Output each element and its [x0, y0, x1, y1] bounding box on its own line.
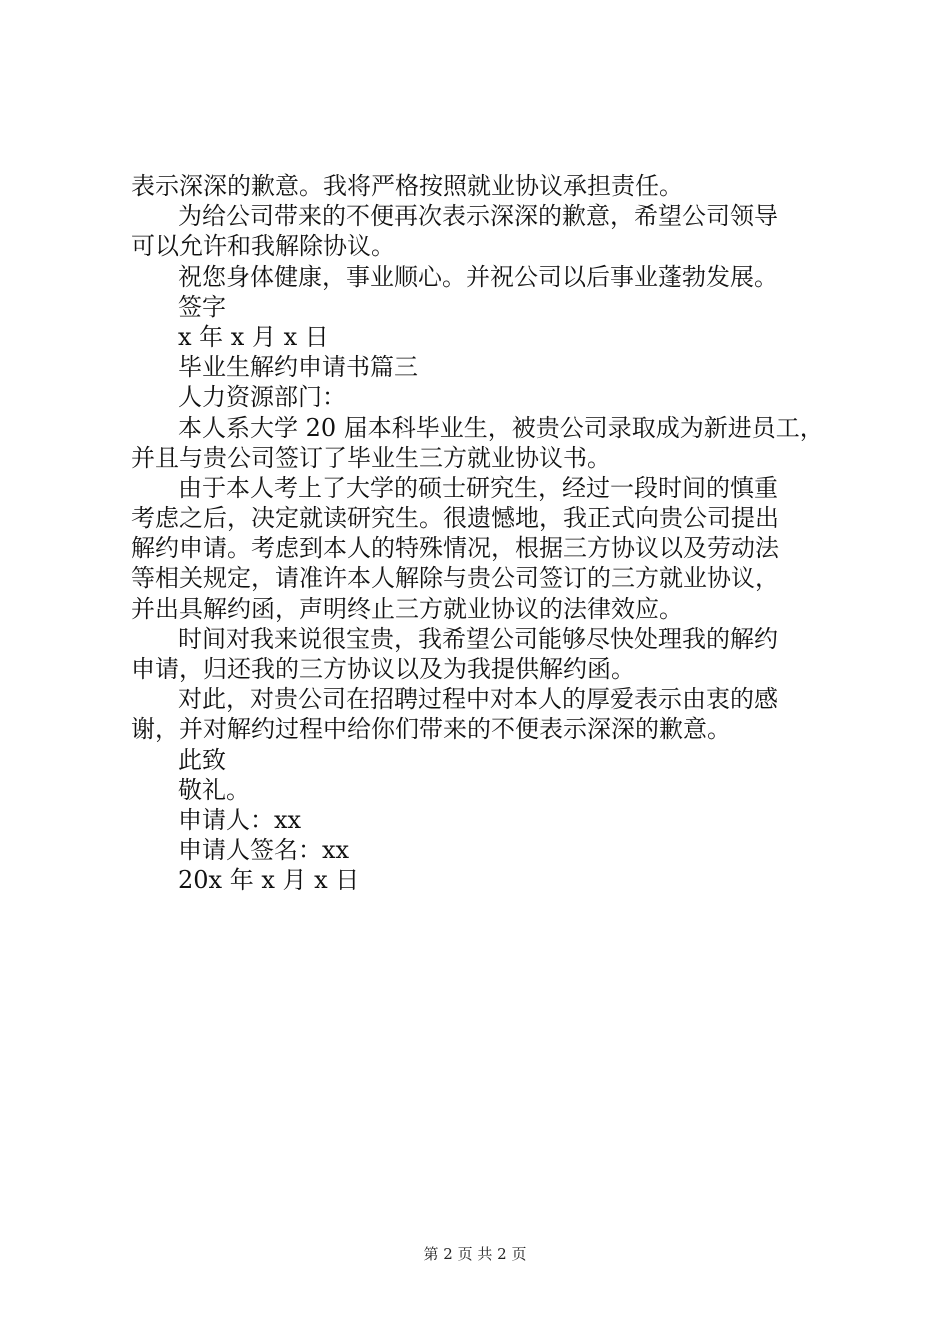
text-line: 等相关规定，请准许本人解除与贵公司签订的三方就业协议， — [131, 564, 779, 593]
text-line: 此致 — [178, 745, 226, 774]
page-footer: 第 2 页 共 2 页 — [423, 1245, 527, 1263]
text-line: 20x 年 x 月 x 日 — [178, 866, 360, 895]
text-line: 并出具解约函，声明终止三方就业协议的法律效应。 — [131, 594, 683, 623]
text-line: 由于本人考上了大学的硕士研究生，经过一段时间的慎重 — [178, 473, 778, 502]
text-line: 谢，并对解约过程中给你们带来的不便表示深深的歉意。 — [131, 715, 731, 744]
text-line: 考虑之后，决定就读研究生。很遗憾地，我正式向贵公司提出 — [131, 504, 779, 533]
document-body — [131, 171, 836, 896]
text-line: 人力资源部门： — [178, 383, 346, 412]
text-line: 表示深深的歉意。我将严格按照就业协议承担责任。 — [131, 172, 683, 200]
text-line: 申请人：xx — [178, 805, 302, 834]
text-line: 对此，对贵公司在招聘过程中对本人的厚爱表示由衷的感 — [178, 685, 778, 714]
text-line: 为给公司带来的不便再次表示深深的歉意，希望公司领导 — [178, 202, 778, 231]
text-line: 并且与贵公司签订了毕业生三方就业协议书。 — [131, 443, 611, 472]
text-line: 签字 — [178, 292, 226, 321]
text-line: 毕业生解约申请书篇三 — [178, 353, 418, 382]
text-line: 申请人签名：xx — [178, 836, 350, 865]
text-line: x 年 x 月 x 日 — [178, 322, 329, 351]
text-line: 可以允许和我解除协议。 — [131, 232, 395, 261]
text-line: 敬礼。 — [178, 775, 250, 804]
text-line: 申请，归还我的三方协议以及为我提供解约函。 — [131, 655, 635, 683]
text-line: 时间对我来说很宝贵，我希望公司能够尽快处理我的解约 — [178, 624, 778, 653]
text-line: 本人系大学 20 届本科毕业生，被贵公司录取成为新进员工， — [178, 413, 824, 442]
text-line: 祝您身体健康，事业顺心。并祝公司以后事业蓬勃发展。 — [178, 262, 778, 291]
text-line: 解约申请。考虑到本人的特殊情况，根据三方协议以及劳动法 — [131, 534, 779, 563]
